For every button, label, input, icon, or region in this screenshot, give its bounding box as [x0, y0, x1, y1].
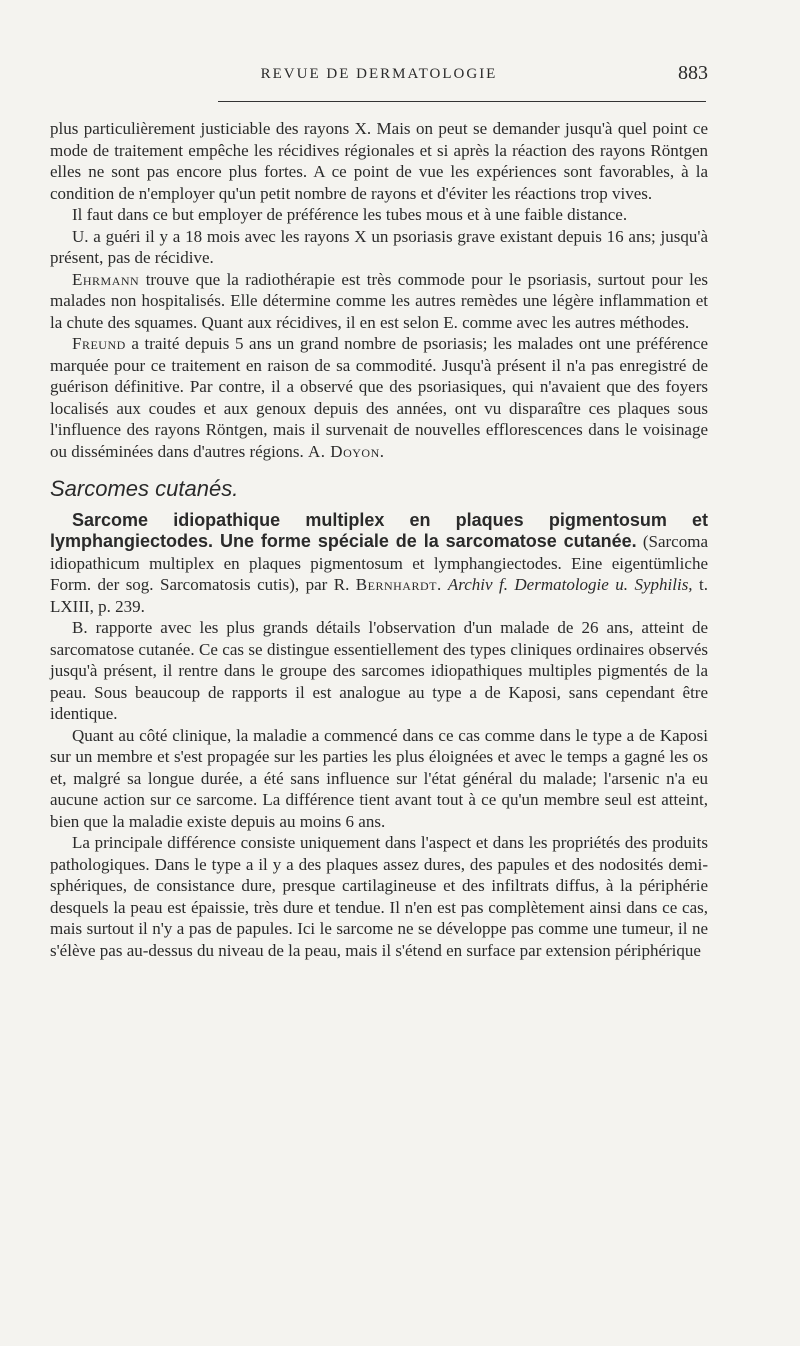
header-rule [218, 101, 706, 102]
paragraph-7: Quant au côté clinique, la maladie a commencé dans ce cas comme dans le type a de Kaposi sur un membre et s'est propagée sur les parties les plus éloignées et avec le temps a gagné les os et, malgré sa longue durée, a été sans influence sur l'état général du malade; l'arsenic n'a eu aucune action sur ce sarcome. La différence tient avant tout à ce qu'un membre seul est atteint, bien que la maladie existe depuis au moins 6 ans. [50, 725, 708, 831]
article-title: Sarcome idiopathique multiplex en plaques pigmentosum et lymphangiectodes. Une forme spéciale de la sarcomatose cutanée. [50, 509, 708, 551]
journal-name: Archiv f. Dermatologie u. Syphilis, [441, 575, 693, 594]
article-author: Bernhardt. [355, 575, 442, 594]
paragraph-6: B. rapporte avec les plus grands détails l'observation d'un malade de 26 ans, atteint de sarcomatose cutanée. Ce cas se distingue essentiellement des types cliniques ordinaires observés jusqu'à présent, il rentre dans le groupe des sarcomes idiopathiques multiples pigmentés de la peau. Sous beaucoup de rapports il est analogue au type a de Kaposi, sans cependant être identique. [50, 618, 708, 723]
running-title: REVUE DE DERMATOLOGIE [260, 66, 498, 82]
paragraph-8: La principale différence consiste uniquement dans l'aspect et dans les propriétés des produits pathologiques. Dans le type a il y a des plaques assez dures, des papules et des nodosités demi-sphériques, de consistance dure, presque cartilagineuse et des infiltrats diffus, à la périphérie desquels la peau est épaissie, très dure et tendue. Il n'en est pas complètement ainsi dans ce cas, mais surtout il n'y a pas de papules. Ici le sarcome ne se développe pas comme une tumeur, il ne s'élève pas au-dessus du niveau de la peau, mais il s'étend en surface par extension périphérique [50, 833, 708, 960]
paragraph-1: plus particulièrement justiciable des rayons X. Mais on peut se demander jusqu'à quel point ce mode de traitement empêche les récidives régionales et si après la réaction des rayons Röntgen elles ne sont pas encore plus fortes. A ce point de vue les expériences sont favorables, à la condition de n'employer qu'un petit nombre de rayons et d'éviter les réactions trop vives. [50, 119, 708, 203]
body-text [50, 118, 708, 961]
paragraph-3: U. a guéri il y a 18 mois avec les rayons X un psoriasis grave existant depuis 16 ans; jusqu'à présent, pas de récidive. [50, 226, 708, 267]
section-title: Sarcomes cutanés. [50, 476, 239, 501]
author-name: Ehrmann [72, 269, 140, 289]
article-heading: Sarcome idiopathique multiplex en plaques pigmentosum et lymphangiectodes. Une forme spéciale de la sarcomatose cutanée. (Sarcoma idiopathicum multiplex en plaques pigmentosum et lymphangiectodes. Eine eigentümliche Form. der sog. Sarcomatosis cutis), par R. Bernhardt. Archiv f. Dermatologie u. Syphilis, t. LXIII, p. 239. [50, 509, 708, 616]
paragraph-4: Ehrmann trouve que la radiothérapie est très commode pour le psoriasis, surtout pour les malades non hospitalisés. Elle détermine comme les autres remèdes une légère inflammation et la chute des squames. Quant aux récidives, il en est selon E. comme avec les autres méthodes. [50, 269, 708, 332]
page-number: 883 [678, 62, 708, 84]
page-header [50, 62, 708, 92]
signature: A. Doyon. [308, 441, 385, 461]
paragraph-2: Il faut dans ce but employer de préférence les tubes mous et à une faible distance. [72, 205, 628, 224]
author-name: Freund [72, 334, 126, 353]
paragraph-5: Freund a traité depuis 5 ans un grand nombre de psoriasis; les malades ont une préférence marquée pour ce traitement en raison de sa commodité. Jusqu'à présent il n'a pas enregistré de guérison définitive. Par contre, il a observé que des psoriasiques, qui n'avaient que des foyers localisés aux coudes et aux genoux depuis des années, ont vu disparaître ces plaques sous l'influence des rayons Röntgen, mais il survenait de nouvelles efflorescences dans le voisinage ou disséminées dans d'autres régions. A. Doyon. [50, 334, 708, 461]
